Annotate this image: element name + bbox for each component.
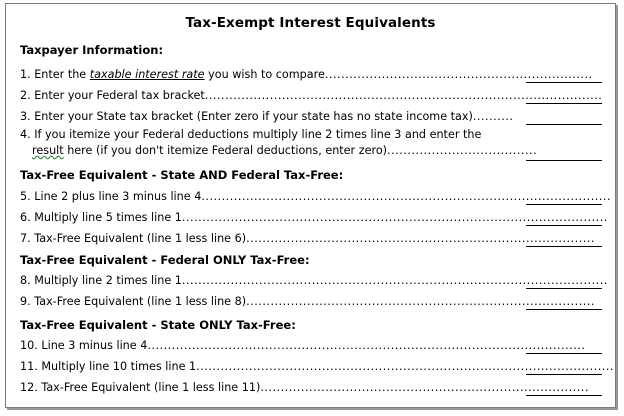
- line-7-label: 7. Tax-Free Equivalent (line 1 less line 6)......................................................................................: [20, 232, 595, 245]
- line-2-label: 2. Enter your Federal tax bracket..................................................................................................: [20, 89, 603, 102]
- line-3-label: 3. Enter your State tax bracket (Enter zero if your state has no state income tax)..........: [20, 110, 514, 123]
- line-2-blank[interactable]: [526, 103, 602, 104]
- worksheet-frame: [5, 3, 616, 408]
- line-12-blank[interactable]: [526, 395, 602, 396]
- taxable-interest-rate-term: taxable interest rate: [89, 68, 205, 81]
- line-6-label: 6. Multiply line 5 times line 1.........................................................................................................: [20, 211, 608, 224]
- line-9-blank[interactable]: [526, 309, 602, 310]
- line-3-blank[interactable]: [526, 124, 602, 125]
- line-12-label: 12. Tax-Free Equivalent (line 1 less line 11).................................................................................: [20, 381, 589, 394]
- line-10-label: 10. Line 3 minus line 4............................................................................................................: [20, 339, 586, 352]
- line-5-blank[interactable]: [526, 204, 602, 205]
- line-11-blank[interactable]: [526, 374, 602, 375]
- line-6-blank[interactable]: [526, 225, 602, 226]
- line-4-blank[interactable]: [526, 160, 602, 161]
- line-1-label: 1. Enter the taxable interest rate you wish to compare..................................................................: [20, 68, 593, 81]
- line-4-label: 4. If you itemize your Federal deductions multiply line 2 times line 3 and enter the result here (if you don't itemize Federal deductions, enter zero).....................................: [20, 128, 538, 157]
- line-8-blank[interactable]: [526, 288, 602, 289]
- section-federal-only-tax-free: Tax-Free Equivalent - Federal ONLY Tax-Free:: [20, 253, 310, 267]
- line-9-label: 9. Tax-Free Equivalent (line 1 less line 8)......................................................................................: [20, 295, 595, 308]
- line-10-blank[interactable]: [526, 353, 602, 354]
- section-state-only-tax-free: Tax-Free Equivalent - State ONLY Tax-Free:: [20, 318, 296, 332]
- line-5-label: 5. Line 2 plus line 3 minus line 4.....................................................................................................: [20, 190, 612, 203]
- line-11-label: 11. Multiply line 10 times line 1.......................................................................................................: [20, 360, 614, 373]
- worksheet-title: Tax-Exempt Interest Equivalents: [185, 15, 436, 31]
- line-7-blank[interactable]: [526, 246, 602, 247]
- section-taxpayer-information: Taxpayer Information:: [20, 43, 164, 57]
- line-8-label: 8. Multiply line 2 times line 1.........................................................................................................: [20, 274, 608, 287]
- section-state-and-federal-tax-free: Tax-Free Equivalent - State AND Federal Tax-Free:: [20, 168, 344, 182]
- line-1-blank[interactable]: [526, 82, 602, 83]
